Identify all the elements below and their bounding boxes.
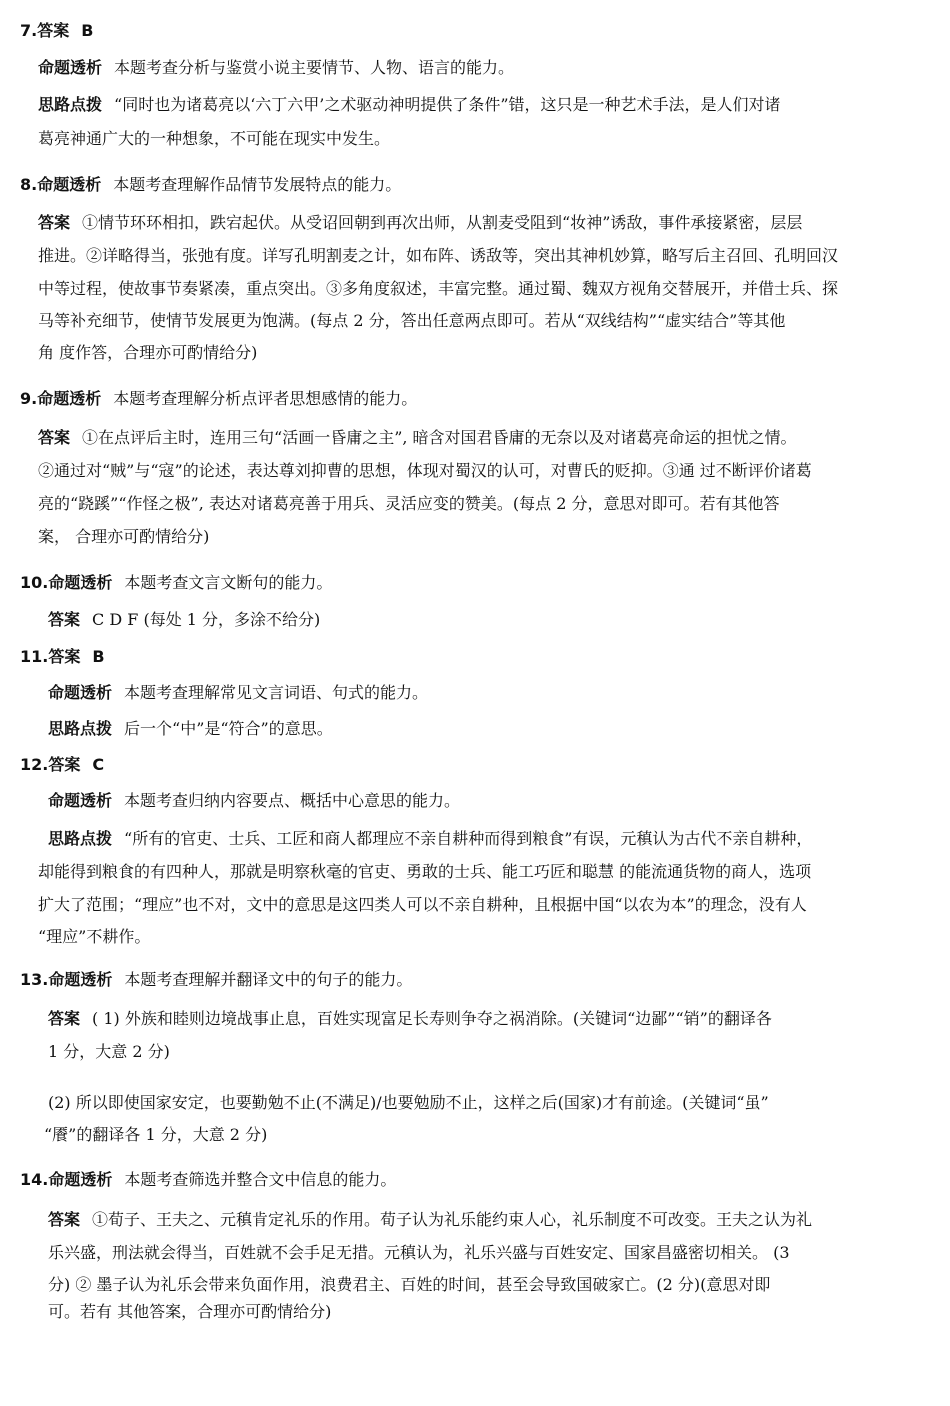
q12-analysis: [48, 791, 460, 811]
question-number: 10.: [20, 573, 49, 592]
answer-label: 答案: [48, 755, 81, 774]
q11-analysis: [48, 683, 428, 703]
answer-value: B: [92, 647, 105, 666]
q9-header: [20, 389, 417, 409]
question-number: 7.: [20, 21, 38, 40]
analysis-text: 本题考查筛选并整合文中信息的能力。: [124, 1170, 397, 1189]
analysis-text: 本题考查分析与鉴赏小说主要情节、人物、语言的能力。: [114, 58, 515, 77]
answer-text-line: 分) ② 墨子认为礼乐会带来负面作用，浪费君主、百姓的时间，甚至会导致国破家亡。(2 分)(意思对即: [48, 1275, 771, 1294]
question-number: 9.: [20, 389, 38, 408]
answer-part2-line: “餍”的翻译各 1 分，大意 2 分): [44, 1125, 268, 1144]
q7-header: [20, 21, 93, 41]
answer-text-line: ( 1) 外族和睦则边境战事止息，百姓实现富足长寿则争夺之祸消除。(关键词“边鄙”“销”的翻译各: [92, 1009, 772, 1028]
analysis-label: 命题透析: [48, 683, 113, 702]
answer-value: B: [81, 21, 94, 40]
analysis-text: 本题考查理解作品情节发展特点的能力。: [113, 175, 402, 194]
q7-analysis: [38, 58, 514, 78]
hint-text: 后一个“中”是“符合”的意思。: [124, 719, 333, 738]
analysis-label: 命题透析: [37, 389, 102, 408]
answer-value: C: [92, 755, 105, 774]
hint-text-line: 葛亮神通广大的一种想象，不可能在现实中发生。: [38, 129, 391, 148]
q11-header: [20, 647, 105, 667]
analysis-text: 本题考查文言文断句的能力。: [124, 573, 333, 592]
q13-answer: [48, 1009, 772, 1029]
q11-hint: [48, 719, 333, 739]
q14-header: [20, 1170, 396, 1190]
answer-text-line: 角 度作答，合理亦可酌情给分): [38, 343, 258, 362]
q10-header: [20, 573, 332, 593]
analysis-label: 命题透析: [38, 58, 103, 77]
q12-header: [20, 755, 104, 775]
answer-text-line: ①情节环环相扣，跌宕起伏。从受诏回朝到再次出师，从割麦受阻到“妆神”诱敌，事件承接紧密，层层: [82, 213, 803, 232]
hint-text-line: 扩大了范围；“理应”也不对，文中的意思是这四类人可以不亲自耕种，且根据中国“以农为本”的理念，没有人: [38, 895, 807, 914]
analysis-label: 命题透析: [48, 970, 113, 989]
q14-answer: [48, 1210, 812, 1230]
q10-answer: [48, 610, 320, 630]
answer-text-line: 乐兴盛，刑法就会得当，百姓就不会手足无措。元稹认为，礼乐兴盛与百姓安定、国家昌盛密切相关。 (3: [48, 1243, 790, 1262]
hint-text-line: “同时也为诸葛亮以‘六丁六甲’之术驱动神明提供了条件”错，这只是一种艺术手法，是人们对诸: [114, 95, 781, 114]
hint-text-line: “理应”不耕作。: [38, 927, 151, 946]
analysis-label: 命题透析: [37, 175, 102, 194]
analysis-label: 命题透析: [48, 1170, 113, 1189]
question-number: 8.: [20, 175, 38, 194]
answer-text-line: 马等补充细节，使情节发展更为饱满。(每点 2 分，答出任意两点即可。若从“双线结构”“虚实结合”等其他: [38, 311, 786, 330]
q9-answer: [38, 428, 797, 448]
question-number: 13.: [20, 970, 49, 989]
question-number: 12.: [20, 755, 49, 774]
answer-label: 答案: [48, 1009, 81, 1028]
answer-label: 答案: [38, 213, 71, 232]
answer-text-line: 亮的“跷蹊”“作怪之极”, 表达对诸葛亮善于用兵、灵活应变的赞美。(每点 2 分，意思对即可。若有其他答: [38, 494, 780, 513]
q12-hint: [48, 829, 812, 849]
analysis-text: 本题考查归纳内容要点、概括中心意思的能力。: [124, 791, 461, 810]
answer-text-line: 中等过程，使故事节奏紧凑，重点突出。③多角度叙述，丰富完整。通过蜀、魏双方视角交替展开，并借士兵、探: [38, 279, 839, 298]
hint-label: 思路点拨: [38, 95, 103, 114]
q8-answer: [38, 213, 802, 233]
answer-part2-line: (2) 所以即使国家安定，也要勤勉不止(不满足)/也要勉励不止，这样之后(国家)才有前途。(关键词“虽”: [48, 1093, 769, 1112]
answer-text-line: 可。若有 其他答案，合理亦可酌情给分): [48, 1302, 332, 1321]
answer-text-line: ②通过对“贼”与“寇”的论述，表达尊刘抑曹的思想，体现对蜀汉的认可，对曹氏的贬抑。③通 过不断评价诸葛: [38, 461, 812, 480]
question-number: 11.: [20, 647, 49, 666]
answer-label: 答案: [38, 428, 71, 447]
answer-text: C D F (每处 1 分，多涂不给分): [92, 610, 321, 629]
q8-header: [20, 175, 401, 195]
hint-label: 思路点拨: [48, 719, 113, 738]
question-number: 14.: [20, 1170, 49, 1189]
analysis-label: 命题透析: [48, 791, 113, 810]
analysis-text: 本题考查理解分析点评者思想感情的能力。: [113, 389, 418, 408]
analysis-label: 命题透析: [48, 573, 113, 592]
q13-header: [20, 970, 412, 990]
answer-label: 答案: [48, 647, 81, 666]
answer-label: 答案: [37, 21, 70, 40]
answer-text-line: 1 分，大意 2 分): [48, 1042, 170, 1061]
answer-label: 答案: [48, 1210, 81, 1229]
hint-text-line: “所有的官吏、士兵、工匠和商人都理应不亲自耕种而得到粮食”有误，元稹认为古代不亲自耕种，: [124, 829, 813, 848]
analysis-text: 本题考查理解并翻译文中的句子的能力。: [124, 970, 413, 989]
q7-hint: [38, 95, 781, 115]
answer-text-line: 推进。②详略得当，张弛有度。详写孔明割麦之计，如布阵、诱敌等，突出其神机妙算，略写后主召回、孔明回汉: [38, 246, 839, 265]
analysis-text: 本题考查理解常见文言词语、句式的能力。: [124, 683, 429, 702]
answer-text-line: ①荀子、王夫之、元稹肯定礼乐的作用。荀子认为礼乐能约束人心，礼乐制度不可改变。王夫之认为礼: [92, 1210, 813, 1229]
answer-text-line: ①在点评后主时，连用三句“活画一昏庸之主”, 暗含对国君昏庸的无奈以及对诸葛亮命运的担忧之情。: [82, 428, 797, 447]
hint-text-line: 却能得到粮食的有四种人，那就是明察秋毫的官吏、勇敢的士兵、能工巧匠和聪慧 的能流通货物的商人，选项: [38, 862, 812, 881]
answer-label: 答案: [48, 610, 81, 629]
hint-label: 思路点拨: [48, 829, 113, 848]
answer-text-line: 案， 合理亦可酌情给分): [38, 527, 210, 546]
